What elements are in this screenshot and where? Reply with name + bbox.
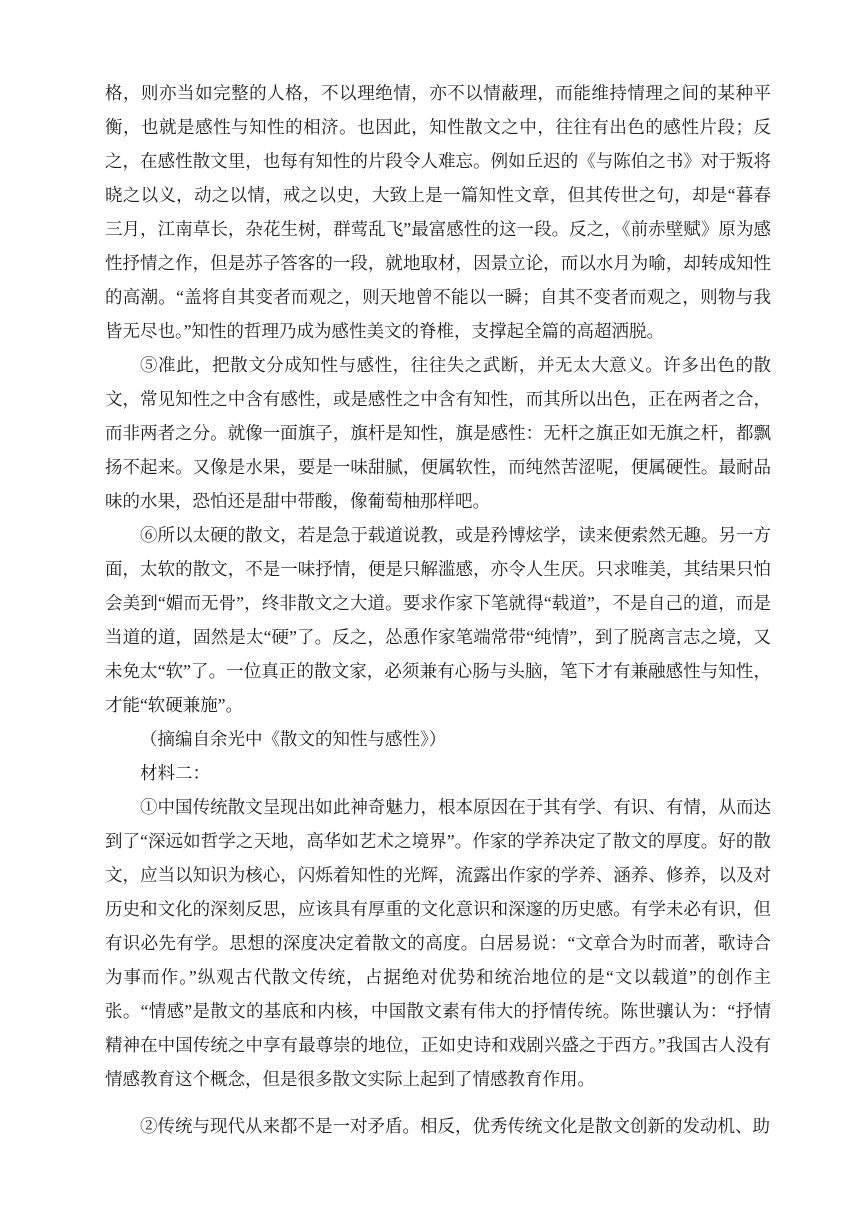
- material2-paragraph-2: ②传统与现代从来都不是一对矛盾。相反，优秀传统文化是散文创新的发动机、助: [140, 1116, 770, 1136]
- material2-paragraph-1: ①中国传统散文呈现出如此神奇魅力，根本原因在于其有学、有识、有情，从而达到了“深远如哲学之天地，高华如艺术之境界”。作家的学养决定了散文的厚度。好的散文，应当以知识为核心，闪烁着知性的光辉，流露出作家的学养、涵养、修养，以及对历史和文化的深刻反思，应该具有厚重的文化意识和深邃的历史感。有学未必有识，但有识必先有学。思想的深度决定着散文的高度。白居易说：“文章合为时而著，歌诗合为事而作。”纵观古代散文传统，占据绝对优势和统治地位的是“文以载道”的创作主张。“情感”是散文的基底和内核，中国散文素有伟大的抒情传统。陈世骧认为：“抒情精神在中国传统之中享有最尊崇的地位，正如史诗和戏剧兴盛之于西方。”我国古人没有情感教育这个概念，但是很多散文实际上起到了情感教育作用。: [105, 797, 771, 1089]
- paragraph-continuation: 格，则亦当如完整的人格，不以理绝情，亦不以情蔽理，而能维持情理之间的某种平衡，也就是感性与知性的相济。也因此，知性散文之中，往往有出色的感性片段；反之，在感性散文里，也每有知性的片段令人难忘。例如丘迟的《与陈伯之书》对于叛将晓之以义，动之以情，戒之以史，大致上是一篇知性文章，但其传世之句，却是“暮春三月，江南草长，杂花生树，群莺乱飞”最富感性的这一段。反之，《前赤壁赋》原为感性抒情之作，但是苏子答客的一段，就地取材，因景立论，而以水月为喻，却转成知性的高潮。“盖将自其变者而观之，则天地曾不能以一瞬；自其不变者而观之，则物与我皆无尽也。”知性的哲理乃成为感性美文的脊椎，支撑起全篇的高超洒脱。: [105, 83, 771, 341]
- paragraph-6: ⑥所以太硬的散文，若是急于载道说教，或是矜博炫学，读来便索然无趣。另一方面，太软的散文，不是一味抒情，便是只解滥感，亦令人生厌。只求唯美，其结果只怕会美到“媚而无骨”，终非散文之大道。要求作家下笔就得“载道”，不是自己的道，而是当道的道，固然是太“硬”了。反之，怂恿作家笔端常带“纯情”，到了脱离言志之境，又未免太“软”了。一位真正的散文家，必须兼有心肠与头脑，笔下才有兼融感性与知性，才能“软硬兼施”。: [105, 525, 771, 715]
- material-2-label: 材料二：: [140, 763, 210, 783]
- paragraph-5: ⑤准此，把散文分成知性与感性，往往失之武断，并无太大意义。许多出色的散文，常见知性之中含有感性，或是感性之中含有知性，而其所以出色，正在两者之合，而非两者之分。就像一面旗子，旗杆是知性，旗是感性：无杆之旗正如无旗之杆，都飘扬不起来。又像是水果，要是一味甜腻，便属软性，而纯然苦涩呢，便属硬性。最耐品味的水果，恐怕还是甜中带酸，像葡萄柚那样吧。: [105, 355, 771, 511]
- source-attribution: （摘编自余光中《散文的知性与感性》）: [140, 729, 447, 749]
